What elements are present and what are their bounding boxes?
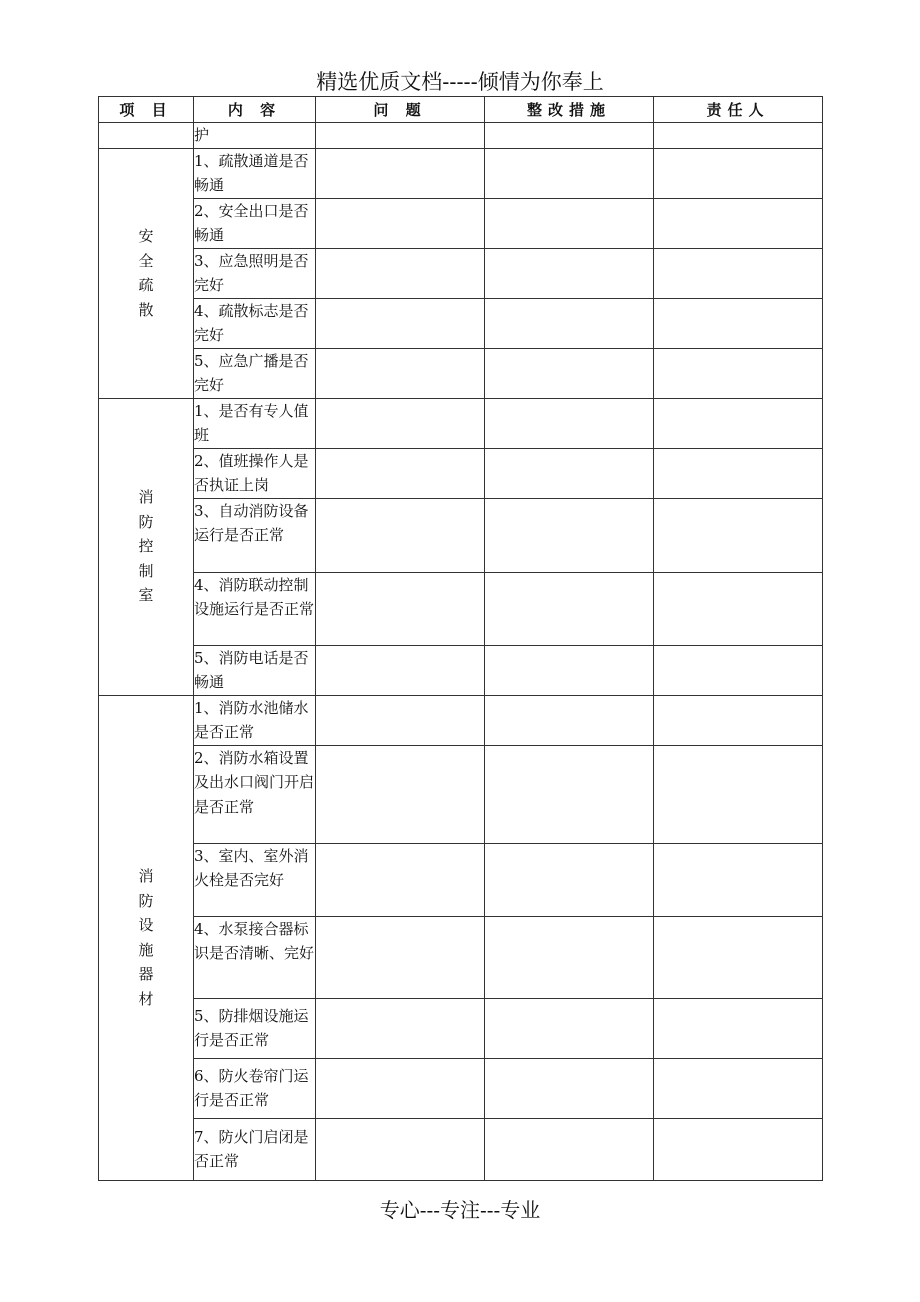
content-cell: 7、防火门启闭是否正常 <box>194 1118 316 1180</box>
responsible-cell <box>654 1058 823 1118</box>
table-row <box>99 298 823 348</box>
responsible-cell <box>654 123 823 149</box>
column-header-rectification: 整改措施 <box>485 97 654 123</box>
rectification-cell <box>485 498 654 572</box>
rectification-cell <box>485 645 654 695</box>
responsible-cell <box>654 148 823 198</box>
table-row <box>99 148 823 198</box>
rectification-cell <box>485 695 654 745</box>
table-row <box>99 398 823 448</box>
responsible-cell <box>654 448 823 498</box>
fire-safety-checklist-table <box>98 96 823 1181</box>
content-cell: 4、疏散标志是否完好 <box>194 298 316 348</box>
group-label-fire-control-room: 消防控制室 <box>99 398 194 695</box>
content-cell: 1、疏散通道是否畅通 <box>194 148 316 198</box>
rectification-cell <box>485 198 654 248</box>
problem-cell <box>316 572 485 645</box>
table-row <box>99 645 823 695</box>
table-row <box>99 198 823 248</box>
column-header-problem: 问 题 <box>316 97 485 123</box>
problem-cell <box>316 198 485 248</box>
responsible-cell <box>654 248 823 298</box>
rectification-cell <box>485 998 654 1058</box>
problem-cell <box>316 645 485 695</box>
group-label-safe-evacuation: 安全疏散 <box>99 148 194 398</box>
responsible-cell <box>654 645 823 695</box>
content-cell: 5、防排烟设施运行是否正常 <box>194 998 316 1058</box>
responsible-cell <box>654 572 823 645</box>
responsible-cell <box>654 198 823 248</box>
page-header-title: 精选优质文档-----倾情为你奉上 <box>316 70 604 94</box>
table-header-row <box>99 97 823 123</box>
table-row <box>99 123 823 149</box>
rectification-cell <box>485 572 654 645</box>
problem-cell <box>316 248 485 298</box>
responsible-cell <box>654 695 823 745</box>
rectification-cell <box>485 348 654 398</box>
problem-cell <box>316 1058 485 1118</box>
table-row <box>99 498 823 572</box>
table-row <box>99 695 823 745</box>
content-cell: 2、消防水箱设置及出水口阀门开启是否正常 <box>194 745 316 843</box>
problem-cell <box>316 695 485 745</box>
table-row <box>99 448 823 498</box>
rectification-cell <box>485 745 654 843</box>
problem-cell <box>316 448 485 498</box>
column-header-responsible: 责任人 <box>654 97 823 123</box>
content-cell: 1、是否有专人值班 <box>194 398 316 448</box>
responsible-cell <box>654 998 823 1058</box>
content-cell: 2、值班操作人是否执证上岗 <box>194 448 316 498</box>
content-cell: 3、自动消防设备运行是否正常 <box>194 498 316 572</box>
rectification-cell <box>485 916 654 998</box>
table-row <box>99 916 823 998</box>
content-cell: 4、水泵接合器标识是否清晰、完好 <box>194 916 316 998</box>
content-cell: 6、防火卷帘门运行是否正常 <box>194 1058 316 1118</box>
rectification-cell <box>485 123 654 149</box>
content-cell: 2、安全出口是否畅通 <box>194 198 316 248</box>
table-row <box>99 998 823 1058</box>
rectification-cell <box>485 1058 654 1118</box>
problem-cell <box>316 148 485 198</box>
rectification-cell <box>485 298 654 348</box>
table-row <box>99 248 823 298</box>
table-row <box>99 348 823 398</box>
table-row <box>99 843 823 916</box>
problem-cell <box>316 348 485 398</box>
content-cell: 3、应急照明是否完好 <box>194 248 316 298</box>
content-cell: 3、室内、室外消火栓是否完好 <box>194 843 316 916</box>
rectification-cell <box>485 1118 654 1180</box>
table-row <box>99 1058 823 1118</box>
rectification-cell <box>485 248 654 298</box>
problem-cell <box>316 916 485 998</box>
problem-cell <box>316 123 485 149</box>
column-header-item: 项 目 <box>99 97 194 123</box>
content-cell: 1、消防水池储水是否正常 <box>194 695 316 745</box>
table-row <box>99 745 823 843</box>
responsible-cell <box>654 498 823 572</box>
problem-cell <box>316 398 485 448</box>
responsible-cell <box>654 298 823 348</box>
problem-cell <box>316 745 485 843</box>
problem-cell <box>316 298 485 348</box>
responsible-cell <box>654 843 823 916</box>
page-footer: 专心---专注---专业 <box>379 1198 541 1222</box>
column-header-content: 内 容 <box>194 97 316 123</box>
carryover-item-cell <box>99 123 194 149</box>
problem-cell <box>316 1118 485 1180</box>
rectification-cell <box>485 148 654 198</box>
responsible-cell <box>654 348 823 398</box>
responsible-cell <box>654 916 823 998</box>
rectification-cell <box>485 843 654 916</box>
content-cell: 5、消防电话是否畅通 <box>194 645 316 695</box>
table-row <box>99 572 823 645</box>
carryover-content-cell: 护 <box>194 123 316 149</box>
responsible-cell <box>654 398 823 448</box>
table-row <box>99 1118 823 1180</box>
group-label-fire-facilities: 消防设施器材 <box>99 695 194 1180</box>
content-cell: 5、应急广播是否完好 <box>194 348 316 398</box>
responsible-cell <box>654 745 823 843</box>
rectification-cell <box>485 448 654 498</box>
content-cell: 4、消防联动控制设施运行是否正常 <box>194 572 316 645</box>
problem-cell <box>316 998 485 1058</box>
rectification-cell <box>485 398 654 448</box>
problem-cell <box>316 843 485 916</box>
problem-cell <box>316 498 485 572</box>
responsible-cell <box>654 1118 823 1180</box>
